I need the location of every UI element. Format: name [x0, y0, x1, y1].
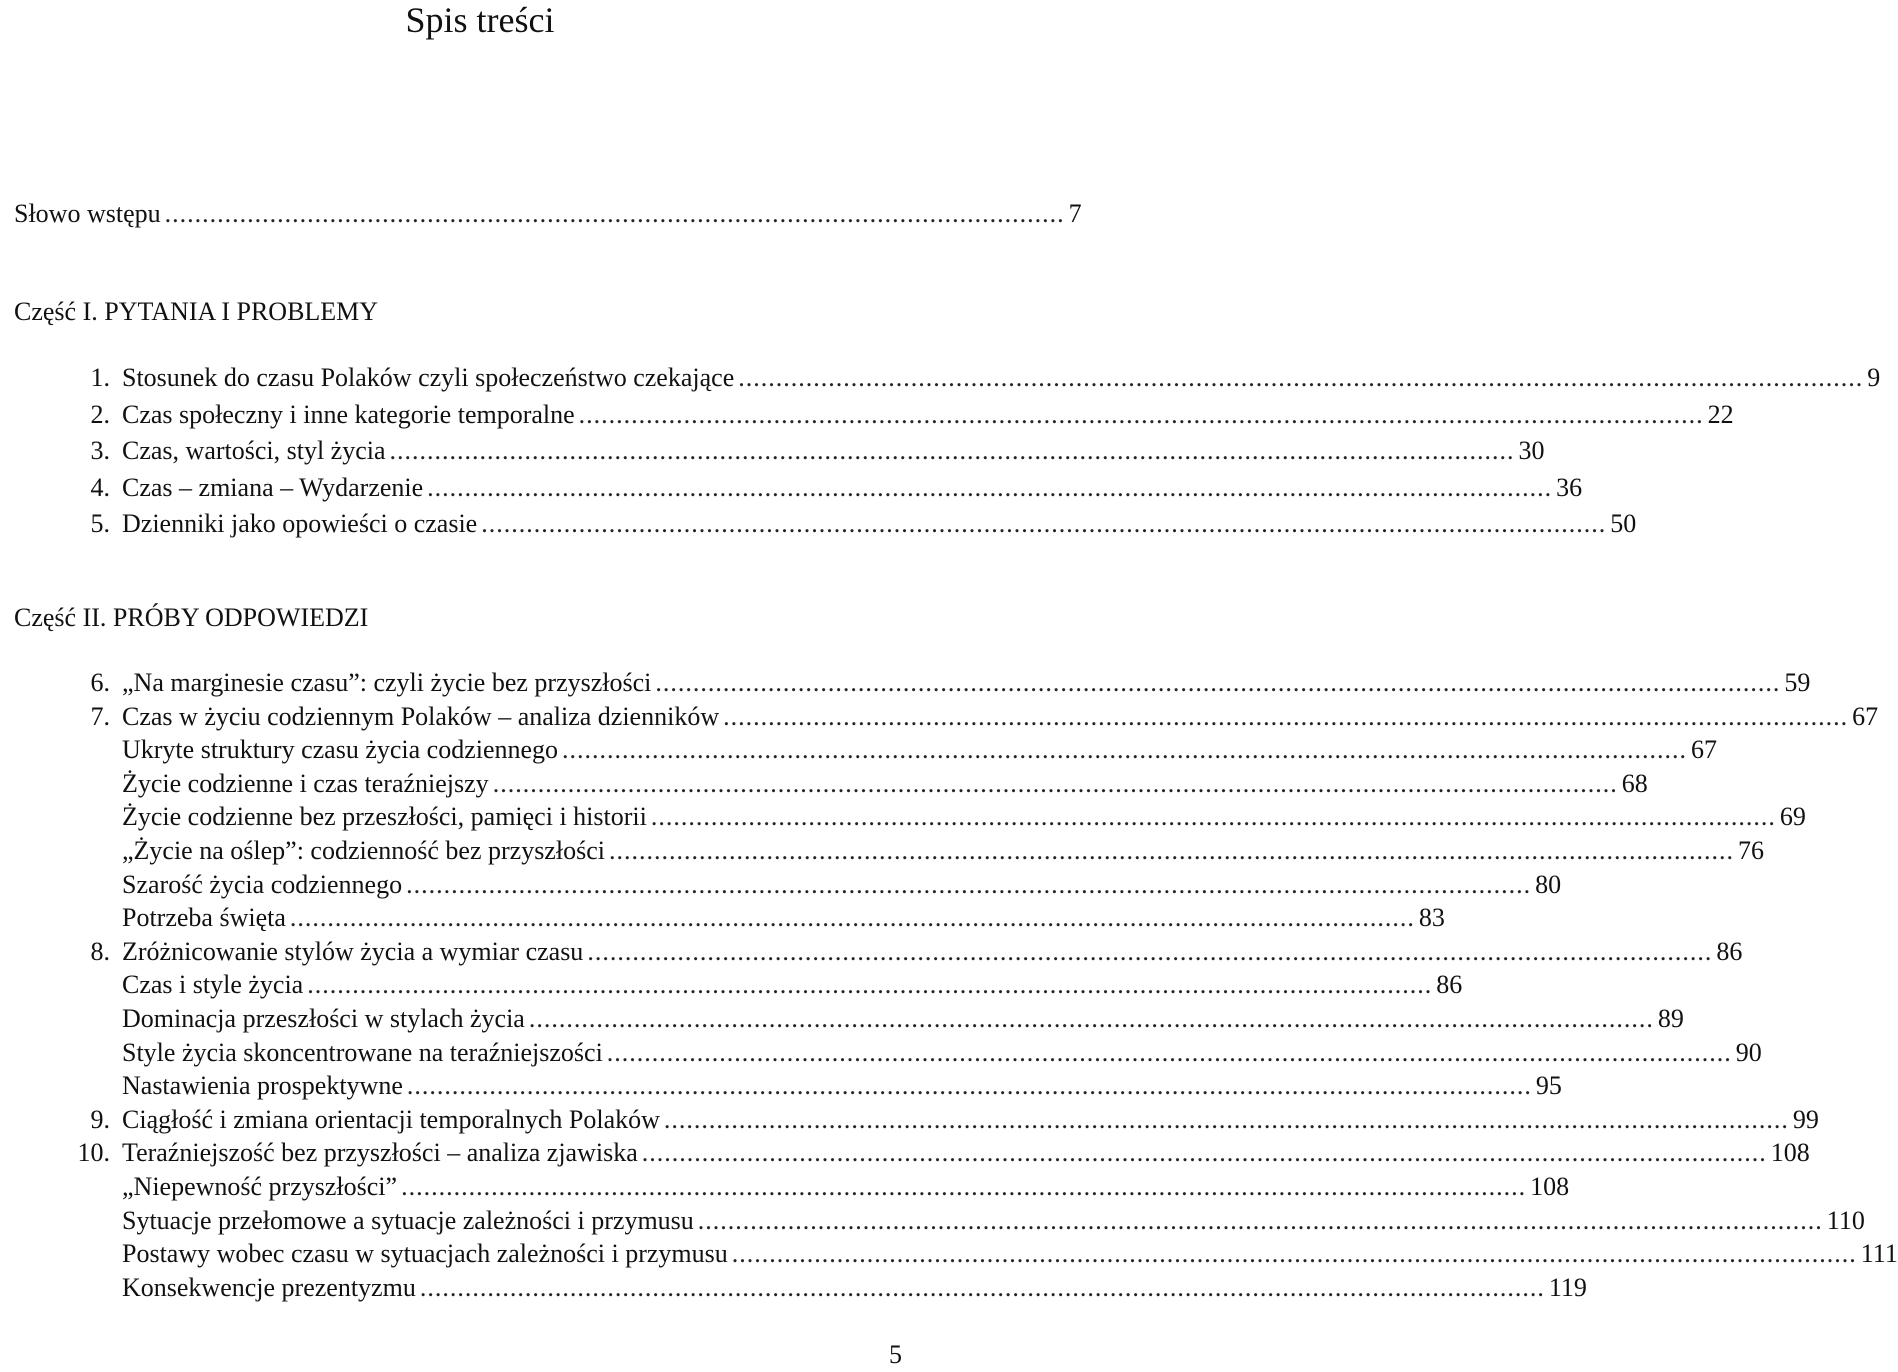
toc-entry-number: 10.: [77, 1138, 110, 1168]
toc-entry: [122, 969, 1463, 1001]
leader-dots: ......................................................................................................................................................: [697, 1205, 1823, 1235]
leader-dots: ......................................................................................................................................................: [307, 970, 1433, 1000]
page-number: 5: [889, 1340, 902, 1369]
toc-entry: [122, 1272, 1587, 1304]
toc-entry-text: Zróżnicowanie stylów życia a wymiar czasu: [122, 936, 584, 966]
toc-entry-page: 30: [1518, 436, 1545, 465]
leader-dots: ......................................................................................................................................................: [731, 1239, 1857, 1269]
toc-entry: [122, 1205, 1865, 1237]
toc-entry: [90, 362, 1881, 394]
toc-entry: [122, 1037, 1762, 1069]
toc-entry-page: 7: [1068, 199, 1082, 228]
toc-entry-text: Czas – zmiana – Wydarzenie: [122, 472, 424, 502]
toc-entry-page: 99: [1792, 1104, 1819, 1134]
toc-entry-text: Czas, wartości, styl życia: [122, 436, 386, 465]
leader-dots: ......................................................................................................................................................: [606, 1037, 1732, 1067]
toc-entry: [122, 902, 1445, 934]
toc-entry-text: Ciągłość i zmiana orientacji temporalnych Polaków: [122, 1104, 660, 1134]
toc-entry-text: Ukryte struktury czasu życia codziennego: [122, 735, 559, 765]
toc-entry-text: Style życia skoncentrowane na teraźniejszości: [122, 1037, 603, 1067]
toc-entry-text: Życie codzienne bez przeszłości, pamięci i historii: [122, 802, 647, 832]
toc-entry-text: Życie codzienne i czas teraźniejszy: [122, 768, 489, 798]
toc-entry-page: 86: [1716, 936, 1743, 966]
toc-entry-page: 76: [1737, 836, 1764, 865]
toc-entry-text: Konsekwencje prezentyzmu: [122, 1272, 416, 1302]
leader-dots: ......................................................................................................................................................: [528, 1004, 1654, 1033]
part-heading-1: Część I. PYTANIA I PROBLEMY: [14, 297, 379, 326]
toc-entry: [122, 869, 1562, 901]
toc-entry-number: 1.: [90, 363, 110, 392]
toc-entry-text: Szarość życia codziennego: [122, 869, 403, 899]
toc-entry-text: „Niepewność przyszłości”: [122, 1172, 398, 1201]
toc-entry: [90, 701, 1879, 733]
toc-entry-text: Sytuacje przełomowe a sytuacje zależności i przymusu: [122, 1205, 694, 1235]
toc-entry-number: 3.: [90, 436, 110, 465]
leader-dots: ......................................................................................................................................................: [419, 1272, 1545, 1302]
leader-dots: ......................................................................................................................................................: [650, 802, 1776, 832]
toc-entry: [122, 1070, 1562, 1102]
toc-entry-page: 110: [1826, 1205, 1865, 1235]
toc-entry-page: 22: [1707, 399, 1734, 429]
leader-dots: ......................................................................................................................................................: [406, 869, 1532, 899]
toc-entry-preface: [14, 198, 1082, 230]
toc-entry-text: Czas społeczny i inne kategorie temporalne: [122, 399, 575, 429]
toc-entry-page: 80: [1535, 869, 1562, 899]
toc-entry-page: 83: [1418, 903, 1445, 933]
toc-entry-text: Nastawienia prospektywne: [122, 1071, 403, 1101]
leader-dots: ......................................................................................................................................................: [401, 1172, 1527, 1201]
toc-entry-text: Dominacja przeszłości w stylach życia: [122, 1004, 525, 1033]
toc-entry-page: 95: [1535, 1071, 1562, 1101]
toc-entry-page: 67: [1852, 701, 1879, 731]
toc-entry-page: 89: [1657, 1004, 1684, 1033]
leader-dots: ......................................................................................................................................................: [655, 668, 1781, 697]
leader-dots: ......................................................................................................................................................: [481, 509, 1607, 538]
toc-entry-page: 86: [1436, 970, 1463, 1000]
toc-entry-page: 59: [1784, 668, 1811, 697]
toc-entry: [122, 801, 1806, 833]
toc-entry: [77, 1137, 1810, 1169]
toc-entry: [90, 472, 1583, 504]
part-heading-2: Część II. PRÓBY ODPOWIEDZI: [14, 603, 369, 632]
toc-entry: [90, 1104, 1819, 1136]
toc-entry-page: 108: [1770, 1138, 1810, 1168]
toc-entry-page: 50: [1610, 509, 1637, 538]
toc-entry-number: 8.: [90, 936, 110, 966]
toc-entry-number: 2.: [90, 399, 110, 429]
toc-entry: [90, 936, 1743, 968]
toc-entry: [122, 1171, 1570, 1203]
toc-entry-page: 119: [1548, 1272, 1587, 1302]
toc-entry-text: Potrzeba święta: [122, 903, 286, 933]
toc-entry: [122, 1003, 1684, 1035]
toc-entry: [122, 835, 1764, 867]
toc-entry: [122, 768, 1648, 800]
toc-entry-page: 111: [1860, 1239, 1898, 1269]
leader-dots: ......................................................................................................................................................: [723, 701, 1849, 731]
leader-dots: ......................................................................................................................................................: [492, 768, 1618, 798]
toc-entry: [90, 508, 1637, 540]
toc-entry-text: Dzienniki jako opowieści o czasie: [122, 509, 478, 538]
leader-dots: ......................................................................................................................................................: [587, 936, 1713, 966]
leader-dots: ......................................................................................................................................................: [427, 472, 1553, 502]
toc-entry-page: 90: [1735, 1037, 1762, 1067]
leader-dots: ......................................................................................................................................................: [406, 1071, 1532, 1101]
toc-entry-number: 5.: [90, 509, 110, 538]
leader-dots: ......................................................................................................................................................: [608, 836, 1734, 865]
leader-dots: ......................................................................................................................................................: [389, 436, 1515, 465]
toc-entry-page: 36: [1556, 472, 1583, 502]
toc-entry-page: 67: [1691, 735, 1718, 765]
toc-entry-text: Czas i style życia: [122, 970, 304, 1000]
leader-dots: ......................................................................................................................................................: [562, 735, 1688, 765]
toc-entry-text: Słowo wstępu: [14, 199, 161, 228]
toc-entry-text: Czas w życiu codziennym Polaków – analiza dzienników: [122, 701, 720, 731]
toc-entry-text: Teraźniejszość bez przyszłości – analiza zjawiska: [122, 1138, 638, 1168]
toc-entry: [122, 734, 1718, 766]
leader-dots: ......................................................................................................................................................: [289, 903, 1415, 933]
toc-entry-number: 9.: [90, 1104, 110, 1134]
toc-entry-text: Stosunek do czasu Polaków czyli społeczeństwo czekające: [122, 363, 735, 392]
toc-entry-text: „Życie na oślep”: codzienność bez przyszłości: [122, 836, 605, 865]
toc-entry-page: 108: [1530, 1172, 1570, 1201]
toc-entry-page: 69: [1779, 802, 1806, 832]
leader-dots: ........................................................................................................................: [164, 199, 1065, 228]
toc-entry-number: 7.: [90, 701, 110, 731]
toc-entry-number: 4.: [90, 472, 110, 502]
toc-entry-text: „Na marginesie czasu”: czyli życie bez przyszłości: [122, 668, 652, 697]
toc-entry-text: Postawy wobec czasu w sytuacjach zależności i przymusu: [122, 1239, 728, 1269]
toc-entry-number: 6.: [90, 668, 110, 697]
toc-entry-page: 68: [1621, 768, 1648, 798]
toc-entry: [90, 667, 1811, 699]
toc-entry: [122, 1238, 1898, 1270]
leader-dots: ......................................................................................................................................................: [738, 363, 1864, 392]
toc-entry: [90, 435, 1545, 467]
toc-entry: [90, 399, 1734, 431]
page-title: Spis treści: [405, 0, 555, 40]
leader-dots: ......................................................................................................................................................: [663, 1104, 1789, 1134]
leader-dots: ......................................................................................................................................................: [641, 1138, 1767, 1168]
toc-entry-page: 9: [1867, 363, 1881, 392]
leader-dots: ......................................................................................................................................................: [578, 399, 1704, 429]
